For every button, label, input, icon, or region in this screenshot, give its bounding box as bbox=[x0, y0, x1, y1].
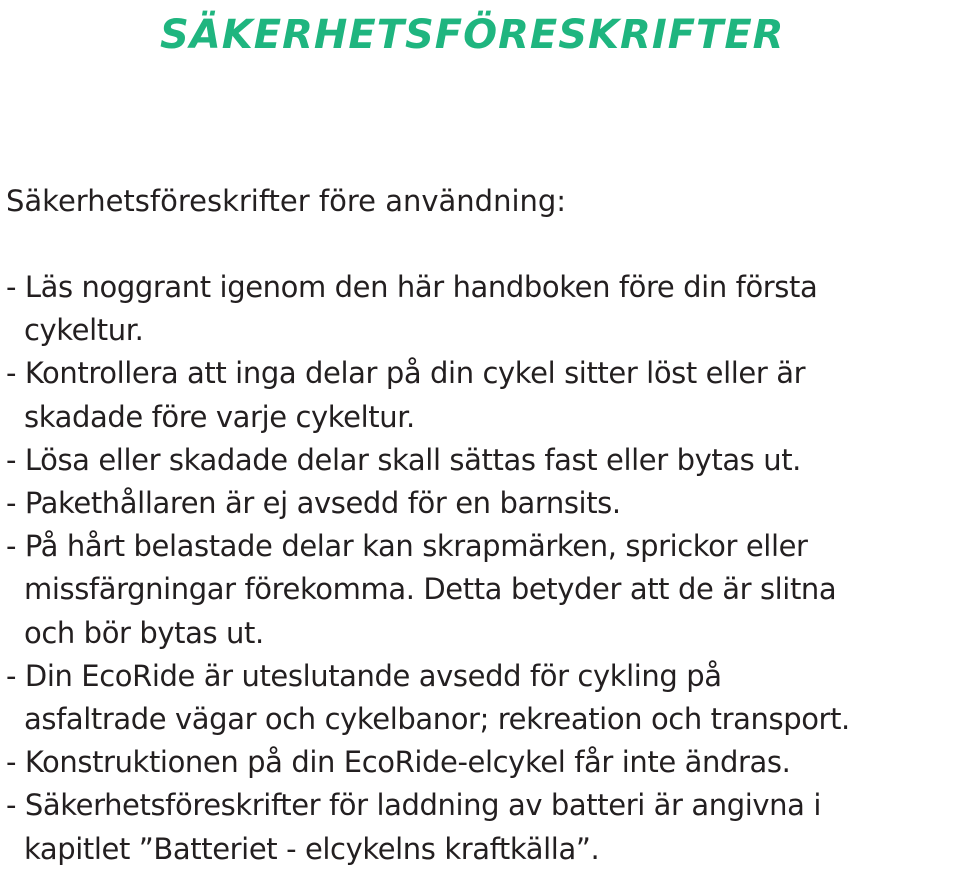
rule-line: - Din EcoRide är uteslutande avsedd för cykling på bbox=[6, 658, 722, 693]
page-title: SÄKERHETSFÖRESKRIFTER bbox=[160, 12, 785, 58]
rule-line: och bör bytas ut. bbox=[24, 615, 264, 650]
safety-rule bbox=[0, 482, 850, 525]
safety-rule bbox=[0, 784, 850, 870]
safety-rules-list bbox=[0, 266, 850, 871]
rule-line: kapitlet ”Batteriet - elcykelns kraftkälla”. bbox=[24, 831, 600, 866]
rule-line: - Läs noggrant igenom den här handboken före din första bbox=[6, 270, 818, 304]
rule-line: missfärgningar förekomma. Detta betyder att de är slitna bbox=[24, 572, 837, 607]
rule-line: asfaltrade vägar och cykelbanor; rekreation och transport. bbox=[24, 702, 850, 737]
rule-line: - Pakethållaren är ej avsedd för en barnsits. bbox=[6, 486, 621, 521]
rule-line: skadade före varje cykeltur. bbox=[24, 399, 415, 434]
safety-rule bbox=[0, 741, 850, 784]
rule-line: - På hårt belastade delar kan skrapmärken, sprickor eller bbox=[6, 529, 808, 564]
rule-line: - Kontrollera att inga delar på din cykel sitter löst eller är bbox=[6, 356, 806, 391]
rule-line: - Säkerhetsföreskrifter för laddning av batteri är angivna i bbox=[6, 788, 822, 823]
intro-heading: Säkerhetsföreskrifter före användning: bbox=[6, 184, 567, 218]
rule-line: - Lösa eller skadade delar skall sättas fast eller bytas ut. bbox=[6, 442, 801, 477]
safety-rule bbox=[0, 655, 850, 741]
rule-line: - Konstruktionen på din EcoRide-elcykel får inte ändras. bbox=[6, 745, 791, 780]
safety-rule bbox=[0, 525, 850, 655]
safety-rule bbox=[0, 352, 850, 438]
safety-rule bbox=[0, 266, 850, 352]
rule-line: cykeltur. bbox=[24, 313, 144, 348]
safety-rule bbox=[0, 439, 850, 482]
